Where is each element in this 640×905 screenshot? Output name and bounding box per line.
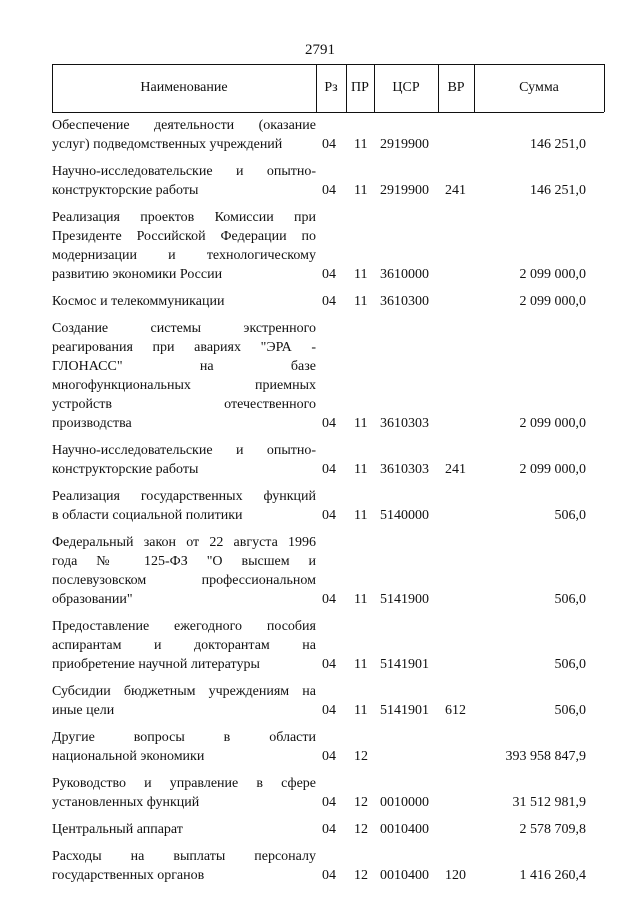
row-pr: 11 xyxy=(354,703,368,718)
table-row xyxy=(52,617,604,674)
row-name-line: развитию экономики России xyxy=(52,267,223,282)
row-codes xyxy=(52,414,604,433)
table-row xyxy=(52,162,604,200)
row-sum: 2 099 000,0 xyxy=(519,416,586,431)
row-rz: 04 xyxy=(322,592,336,607)
row-sum: 146 251,0 xyxy=(530,183,586,198)
table-row xyxy=(52,292,604,311)
table-body xyxy=(52,116,604,893)
row-pr: 11 xyxy=(354,416,368,431)
row-name-line: конструкторские работы xyxy=(52,183,199,198)
row-sum: 393 958 847,9 xyxy=(505,749,586,764)
row-name-line: Предоставление ежегодного пособия xyxy=(52,619,316,634)
row-name-line: государственных органов xyxy=(52,868,205,883)
header-bottom-border xyxy=(52,112,604,113)
header-divider xyxy=(604,64,605,112)
row-sum: 506,0 xyxy=(554,508,586,523)
row-rz: 04 xyxy=(322,137,336,152)
header-top-border xyxy=(52,64,604,65)
row-codes xyxy=(52,866,604,885)
row-vr: 612 xyxy=(445,703,466,718)
row-name-line: в области социальной политики xyxy=(52,508,243,523)
row-rz: 04 xyxy=(322,508,336,523)
table-row xyxy=(52,820,604,839)
row-csr: 3610000 xyxy=(380,267,429,282)
header-rz: Рз xyxy=(324,80,338,95)
header-csr: ЦСР xyxy=(392,80,420,95)
row-pr: 11 xyxy=(354,657,368,672)
row-name-line: Создание системы экстренного xyxy=(52,321,316,336)
header-sum: Сумма xyxy=(519,80,559,95)
row-name-line: Центральный аппарат xyxy=(52,822,183,837)
row-name-line: конструкторские работы xyxy=(52,462,199,477)
row-vr: 120 xyxy=(445,868,466,883)
row-name-line: Руководство и управление в сфере xyxy=(52,776,316,791)
row-name-line: послевузовском профессиональном xyxy=(52,573,316,588)
row-csr: 0010000 xyxy=(380,795,429,810)
table-row xyxy=(52,441,604,479)
row-name-line: Другие вопросы в области xyxy=(52,730,316,745)
row-csr: 2919900 xyxy=(380,183,429,198)
row-name-line: модернизации и технологическому xyxy=(52,248,316,263)
row-pr: 12 xyxy=(354,749,368,764)
row-codes xyxy=(52,506,604,525)
table-row xyxy=(52,487,604,525)
row-name-line: Федеральный закон от 22 августа 1996 xyxy=(52,535,316,550)
row-name-line: иные цели xyxy=(52,703,115,718)
row-csr: 3610303 xyxy=(380,416,429,431)
row-pr: 12 xyxy=(354,822,368,837)
row-sum: 2 099 000,0 xyxy=(519,462,586,477)
row-codes xyxy=(52,181,604,200)
row-name-line: ГЛОНАСС" на базе xyxy=(52,359,316,374)
row-sum: 2 578 709,8 xyxy=(519,822,586,837)
table-row xyxy=(52,533,604,609)
row-name-line: образовании" xyxy=(52,592,133,607)
row-rz: 04 xyxy=(322,416,336,431)
row-codes xyxy=(52,793,604,812)
row-name-line: года № 125-ФЗ "О высшем и xyxy=(52,554,316,569)
row-codes xyxy=(52,135,604,154)
row-csr: 5141901 xyxy=(380,703,429,718)
row-pr: 11 xyxy=(354,508,368,523)
row-csr: 3610303 xyxy=(380,462,429,477)
row-csr: 5141900 xyxy=(380,592,429,607)
row-rz: 04 xyxy=(322,183,336,198)
row-codes xyxy=(52,265,604,284)
row-sum: 506,0 xyxy=(554,592,586,607)
row-codes xyxy=(52,655,604,674)
row-name-line: многофункциональных приемных xyxy=(52,378,316,393)
row-codes xyxy=(52,460,604,479)
row-sum: 2 099 000,0 xyxy=(519,294,586,309)
row-csr: 2919900 xyxy=(380,137,429,152)
table-row xyxy=(52,319,604,433)
row-codes xyxy=(52,701,604,720)
row-name-line: Реализация государственных функций xyxy=(52,489,316,504)
header-vr: ВР xyxy=(447,80,465,95)
row-pr: 12 xyxy=(354,795,368,810)
row-name-line: устройств отечественного xyxy=(52,397,316,412)
row-name-line: Обеспечение деятельности (оказание xyxy=(52,118,316,133)
row-name-line: реагирования при авариях "ЭРА - xyxy=(52,340,316,355)
row-name-line: услуг) подведомственных учреждений xyxy=(52,137,283,152)
row-name-line: Реализация проектов Комиссии при xyxy=(52,210,316,225)
row-rz: 04 xyxy=(322,703,336,718)
table-row xyxy=(52,728,604,766)
row-vr: 241 xyxy=(445,183,466,198)
row-pr: 11 xyxy=(354,462,368,477)
table-row xyxy=(52,774,604,812)
row-name-line: Научно-исследовательские и опытно- xyxy=(52,443,316,458)
row-csr: 5141901 xyxy=(380,657,429,672)
row-rz: 04 xyxy=(322,749,336,764)
table-row xyxy=(52,847,604,885)
header-name: Наименование xyxy=(140,80,228,95)
row-sum: 506,0 xyxy=(554,703,586,718)
table-row xyxy=(52,682,604,720)
row-rz: 04 xyxy=(322,294,336,309)
row-sum: 146 251,0 xyxy=(530,137,586,152)
row-sum: 31 512 981,9 xyxy=(512,795,586,810)
row-name-line: производства xyxy=(52,416,132,431)
row-rz: 04 xyxy=(322,462,336,477)
row-name-line: установленных функций xyxy=(52,795,200,810)
header-pr: ПР xyxy=(351,80,369,95)
row-rz: 04 xyxy=(322,267,336,282)
row-sum: 506,0 xyxy=(554,657,586,672)
table-row xyxy=(52,116,604,154)
row-pr: 11 xyxy=(354,267,368,282)
row-rz: 04 xyxy=(322,795,336,810)
row-vr: 241 xyxy=(445,462,466,477)
row-pr: 11 xyxy=(354,183,368,198)
row-pr: 11 xyxy=(354,137,368,152)
row-csr: 0010400 xyxy=(380,822,429,837)
row-pr: 11 xyxy=(354,592,368,607)
row-codes xyxy=(52,820,604,839)
row-name-line: Субсидии бюджетным учреждениям на xyxy=(52,684,316,699)
row-csr: 0010400 xyxy=(380,868,429,883)
row-name-line: приобретение научной литературы xyxy=(52,657,260,672)
table-header xyxy=(52,64,604,112)
row-codes xyxy=(52,590,604,609)
row-rz: 04 xyxy=(322,822,336,837)
row-codes xyxy=(52,292,604,311)
row-sum: 1 416 260,4 xyxy=(519,868,586,883)
table-row xyxy=(52,208,604,284)
row-pr: 12 xyxy=(354,868,368,883)
row-name-line: Президенте Российской Федерации по xyxy=(52,229,316,244)
row-csr: 3610300 xyxy=(380,294,429,309)
row-sum: 2 099 000,0 xyxy=(519,267,586,282)
row-rz: 04 xyxy=(322,657,336,672)
row-name-line: Космос и телекоммуникации xyxy=(52,294,225,309)
row-name-line: Научно-исследовательские и опытно- xyxy=(52,164,316,179)
row-name-line: Расходы на выплаты персоналу xyxy=(52,849,316,864)
page-number: 2791 xyxy=(305,42,335,58)
row-codes xyxy=(52,747,604,766)
row-name-line: аспирантам и докторантам на xyxy=(52,638,316,653)
row-name-line: национальной экономики xyxy=(52,749,205,764)
row-pr: 11 xyxy=(354,294,368,309)
row-rz: 04 xyxy=(322,868,336,883)
row-csr: 5140000 xyxy=(380,508,429,523)
